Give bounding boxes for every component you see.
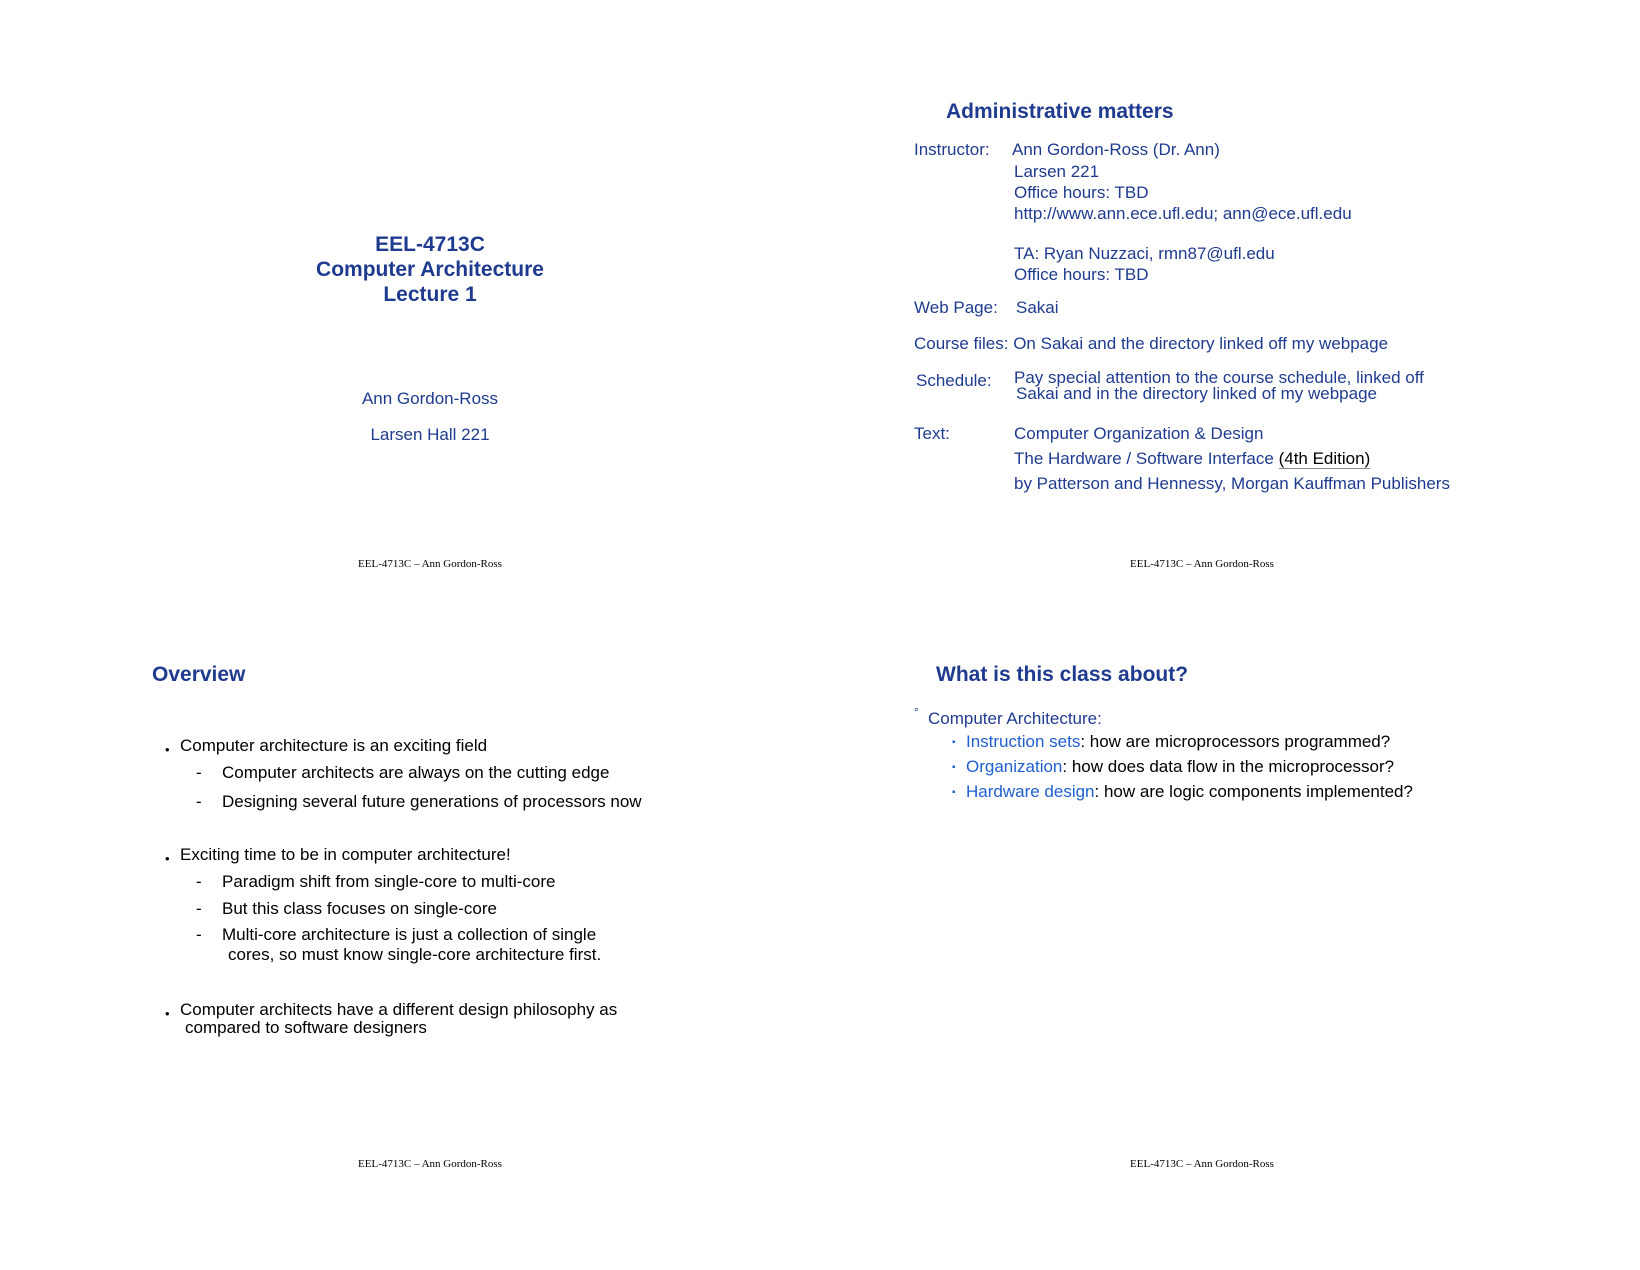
slide-heading: What is this class about? <box>936 663 1189 686</box>
topic-term: Organization <box>966 757 1063 776</box>
bullet-marker: ° <box>914 705 919 719</box>
topic-computer-architecture: Computer Architecture: <box>928 709 1102 728</box>
sub-bullet-marker: ▪ <box>952 787 956 798</box>
dash-marker: - <box>196 925 202 944</box>
slide-title <box>0 0 820 635</box>
slide-heading: Administrative matters <box>946 100 1174 123</box>
schedule-line-2: Sakai and in the directory linked of my webpage <box>1016 384 1377 403</box>
topic-instruction-sets <box>966 732 1390 752</box>
instructor-label: Instructor: <box>914 140 990 159</box>
course-code: EEL-4713C <box>375 233 485 256</box>
overview-sub-2-3-cont: cores, so must know single-core architecture first. <box>228 945 602 964</box>
webpage-label: Web Page: <box>914 298 998 317</box>
overview-sub-2-1: Paradigm shift from single-core to multi-core <box>222 872 556 891</box>
bullet-marker: • <box>165 1006 170 1021</box>
bullet-marker: • <box>165 851 170 866</box>
sub-bullet-marker: ▪ <box>952 737 956 748</box>
overview-bullet-1: Computer architecture is an exciting field <box>180 736 488 755</box>
slide-footer: EEL-4713C – Ann Gordon-Ross <box>358 558 502 570</box>
instructor-office: Larsen 221 <box>1014 162 1100 181</box>
ta-name: TA: Ryan Nuzzaci, rmn87@ufl.edu <box>1014 244 1275 263</box>
slide-admin <box>820 0 1640 635</box>
schedule-line-1: Pay special attention to the course schedule, linked off <box>1014 368 1424 387</box>
dash-marker: - <box>196 792 202 811</box>
coursefiles-text: Course files: On Sakai and the directory linked off my webpage <box>914 334 1389 353</box>
topic-desc: : how does data flow in the microprocessor? <box>1062 757 1395 776</box>
overview-sub-2-3: Multi-core architecture is just a collection of single <box>222 925 597 944</box>
slide-class-about <box>820 635 1640 1270</box>
slide-footer: EEL-4713C – Ann Gordon-Ross <box>358 1158 502 1170</box>
lecture-number: Lecture 1 <box>383 283 477 306</box>
slide-footer: EEL-4713C – Ann Gordon-Ross <box>1130 558 1274 570</box>
text-label: Text: <box>914 424 950 443</box>
topic-desc: : how are microprocessors programmed? <box>1080 732 1391 751</box>
overview-bullet-2: Exciting time to be in computer architecture! <box>180 845 511 864</box>
bullet-marker: • <box>165 742 170 757</box>
overview-sub-1-1: Computer architects are always on the cutting edge <box>222 763 610 782</box>
course-name: Computer Architecture <box>316 258 544 281</box>
schedule-label: Schedule: <box>916 371 992 390</box>
instructor-name: Ann Gordon-Ross (Dr. Ann) <box>1012 140 1220 159</box>
webpage-value: Sakai <box>1016 298 1059 317</box>
dash-marker: - <box>196 872 202 891</box>
topic-organization <box>966 757 1394 777</box>
sub-bullet-marker: ▪ <box>952 762 956 773</box>
lecture-title <box>0 232 860 307</box>
dash-marker: - <box>196 899 202 918</box>
textbook-subtitle-main: The Hardware / Software Interface <box>1014 449 1274 468</box>
overview-bullet-3-cont: compared to software designers <box>185 1018 427 1037</box>
overview-sub-1-2: Designing several future generations of processors now <box>222 792 642 811</box>
overview-sub-2-2: But this class focuses on single-core <box>222 899 497 918</box>
textbook-subtitle <box>1014 448 1370 470</box>
topic-hardware-design <box>966 782 1413 802</box>
author-name: Ann Gordon-Ross <box>361 389 499 408</box>
slide-overview <box>0 635 820 1270</box>
dash-marker: - <box>196 763 202 782</box>
schedule-text <box>1014 370 1424 402</box>
textbook-title: Computer Organization & Design <box>1014 424 1264 443</box>
textbook-edition: (4th Edition) <box>1278 449 1371 468</box>
topic-term: Hardware design <box>966 782 1095 801</box>
slide-footer: EEL-4713C – Ann Gordon-Ross <box>1130 1158 1274 1170</box>
topic-term: Instruction sets <box>966 732 1081 751</box>
textbook-authors: by Patterson and Hennessy, Morgan Kauffman Publishers <box>1014 474 1450 493</box>
instructor-hours: Office hours: TBD <box>1014 183 1149 202</box>
instructor-web: http://www.ann.ece.ufl.edu; ann@ece.ufl.edu <box>1014 204 1352 223</box>
slide-heading: Overview <box>152 663 246 686</box>
overview-bullet-3: Computer architects have a different design philosophy as <box>180 1000 618 1019</box>
author-location: Larsen Hall 221 <box>370 425 490 444</box>
ta-hours: Office hours: TBD <box>1014 265 1149 284</box>
topic-desc: : how are logic components implemented? <box>1094 782 1413 801</box>
